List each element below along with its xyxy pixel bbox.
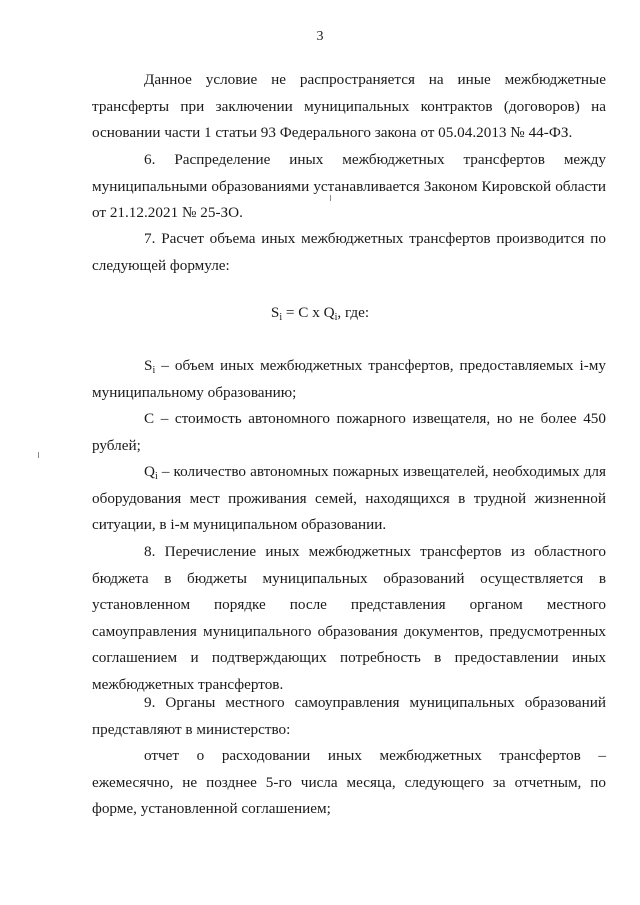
paragraph-exception: Данное условие не распространяется на иные межбюджетные трансферты при заключении муниципальных контрактов (договоров) на основании части 1 статьи 93 Федерального закона от 05.04.2013 № 44-ФЗ. bbox=[92, 71, 606, 142]
definition-c: С – стоимость автономного пожарного извещателя, но не более 450 рублей; bbox=[92, 410, 606, 454]
formula-tail: , где: bbox=[337, 304, 370, 321]
paragraph-9: 9. Органы местного самоуправления муниципальных образований представляют в министерство: bbox=[92, 694, 606, 738]
scan-speck bbox=[330, 195, 331, 201]
paragraph-6: 6. Распределение иных межбюджетных трансфертов между муниципальными образованиями устанавливается Законом Кировской области от 21.12.2021 № 25-ЗО. bbox=[92, 151, 606, 222]
paragraph-8: 8. Перечисление иных межбюджетных трансфертов из областного бюджета в бюджеты муниципальных образований осуществляется в установленном порядке после представления органом местного самоуправления муниципального образования документов, предусмотренных соглашением и подтверждающих потребность в предоставлении иных межбюджетных трансфертов. bbox=[92, 543, 606, 693]
definition-s-subscript: i bbox=[152, 365, 156, 376]
paragraph-9-report-item: отчет о расходовании иных межбюджетных трансфертов – ежемесячно, не позднее 5-го числа месяца, следующего за отчетным, по форме, установленной соглашением; bbox=[92, 747, 606, 818]
definition-s bbox=[92, 353, 606, 406]
definition-s-symbol: S bbox=[144, 357, 153, 374]
definition-q bbox=[92, 459, 606, 539]
page-number: 3 bbox=[316, 29, 324, 44]
formula-q-subscript: i bbox=[334, 312, 338, 323]
definition-q-subscript: i bbox=[154, 471, 158, 482]
formula-middle: = С х Q bbox=[282, 304, 335, 321]
definition-s-text: – объем иных межбюджетных трансфертов, предоставляемых i-му муниципальному образованию; bbox=[92, 357, 606, 401]
definition-q-symbol: Q bbox=[144, 463, 155, 480]
definition-q-text: – количество автономных пожарных извещателей, необходимых для оборудования мест проживания семей, находящихся в трудной жизненной ситуации, в i-м муниципальном образовании. bbox=[92, 463, 606, 534]
formula-s: S bbox=[270, 304, 280, 321]
formula bbox=[0, 300, 640, 327]
scan-speck bbox=[38, 452, 39, 458]
paragraph-7: 7. Расчет объема иных межбюджетных трансфертов производится по следующей формуле: bbox=[92, 230, 606, 274]
formula-s-subscript: i bbox=[279, 312, 283, 323]
